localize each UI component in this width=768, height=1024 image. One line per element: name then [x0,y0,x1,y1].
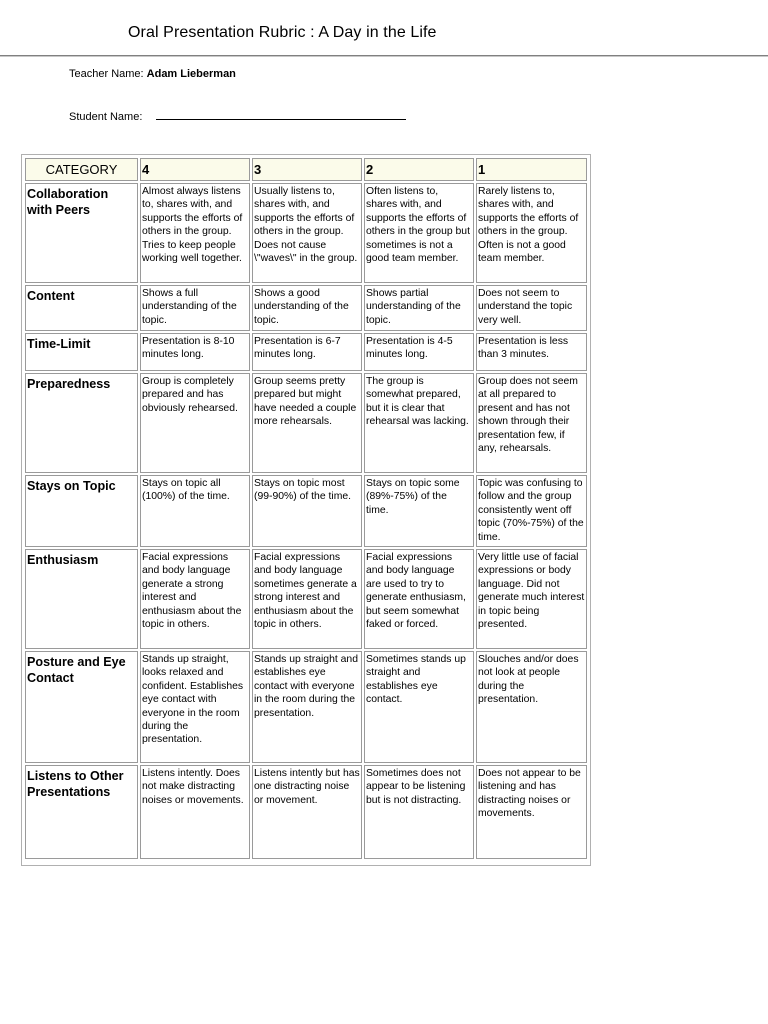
criteria-cell: Group is completely prepared and has obviously rehearsed. [140,373,250,473]
header-score-1: 1 [476,158,587,181]
title-divider [0,55,768,57]
table-row [25,183,587,283]
criteria-cell: Facial expressions and body language generate a strong interest and enthusiasm about the topic in others. [140,549,250,649]
table-row [25,333,587,371]
criteria-cell: Topic was confusing to follow and the group consistently went off topic (70%-75%) of the time. [476,475,587,547]
rubric-header-row [25,158,587,181]
criteria-cell: Stays on topic some (89%-75%) of the time. [364,475,474,547]
criteria-cell: Presentation is less than 3 minutes. [476,333,587,371]
student-name-line [69,109,406,123]
student-name-label: Student Name: [69,111,143,123]
criteria-cell: Stands up straight, looks relaxed and confident. Establishes eye contact with everyone in the room during the presentation. [140,651,250,763]
header-score-2: 2 [364,158,474,181]
category-cell: Listens to Other Presentations [25,765,138,859]
criteria-cell: Presentation is 8-10 minutes long. [140,333,250,371]
criteria-cell: Presentation is 4-5 minutes long. [364,333,474,371]
table-row [25,285,587,331]
criteria-cell: Group does not seem at all prepared to present and has not shown through their presentation few, if any, rehearsals. [476,373,587,473]
teacher-name-label: Teacher Name: [69,68,144,80]
criteria-cell: Listens intently but has one distracting noise or movement. [252,765,362,859]
criteria-cell: Shows partial understanding of the topic. [364,285,474,331]
criteria-cell: Rarely listens to, shares with, and supports the efforts of others in the group. Often is not a good team member. [476,183,587,283]
category-cell: Content [25,285,138,331]
table-row [25,765,587,859]
category-cell: Stays on Topic [25,475,138,547]
criteria-cell: Usually listens to, shares with, and supports the efforts of others in the group. Does not cause \"waves\" in the group. [252,183,362,283]
criteria-cell: Sometimes does not appear to be listening but is not distracting. [364,765,474,859]
criteria-cell: Facial expressions and body language sometimes generate a strong interest and enthusiasm about the topic in others. [252,549,362,649]
header-score-3: 3 [252,158,362,181]
category-cell: Collaboration with Peers [25,183,138,283]
table-row [25,549,587,649]
teacher-name-value: Adam Lieberman [146,68,236,80]
category-cell: Time-Limit [25,333,138,371]
criteria-cell: Almost always listens to, shares with, and supports the efforts of others in the group. Tries to keep people working well together. [140,183,250,283]
header-score-4: 4 [140,158,250,181]
table-row [25,651,587,763]
student-name-blank [156,109,406,120]
criteria-cell: Stays on topic most (99-90%) of the time. [252,475,362,547]
category-cell: Enthusiasm [25,549,138,649]
criteria-cell: Often listens to, shares with, and supports the efforts of others in the group but sometimes is not a good team member. [364,183,474,283]
criteria-cell: Sometimes stands up straight and establishes eye contact. [364,651,474,763]
table-row [25,373,587,473]
criteria-cell: Presentation is 6-7 minutes long. [252,333,362,371]
criteria-cell: Shows a full understanding of the topic. [140,285,250,331]
criteria-cell: Slouches and/or does not look at people during the presentation. [476,651,587,763]
criteria-cell: Group seems pretty prepared but might have needed a couple more rehearsals. [252,373,362,473]
category-cell: Preparedness [25,373,138,473]
criteria-cell: Stands up straight and establishes eye contact with everyone in the room during the presentation. [252,651,362,763]
criteria-cell: The group is somewhat prepared, but it is clear that rehearsal was lacking. [364,373,474,473]
criteria-cell: Does not appear to be listening and has distracting noises or movements. [476,765,587,859]
criteria-cell: Listens intently. Does not make distracting noises or movements. [140,765,250,859]
criteria-cell: Does not seem to understand the topic very well. [476,285,587,331]
rubric-table [23,156,589,861]
rubric-frame [21,154,591,866]
teacher-name-line [69,68,236,80]
page-title: Oral Presentation Rubric : A Day in the Life [128,24,437,41]
table-row [25,475,587,547]
header-category: CATEGORY [25,158,138,181]
criteria-cell: Very little use of facial expressions or body language. Did not generate much interest in topic being presented. [476,549,587,649]
criteria-cell: Shows a good understanding of the topic. [252,285,362,331]
criteria-cell: Stays on topic all (100%) of the time. [140,475,250,547]
category-cell: Posture and Eye Contact [25,651,138,763]
criteria-cell: Facial expressions and body language are used to try to generate enthusiasm, but seem somewhat faked or forced. [364,549,474,649]
